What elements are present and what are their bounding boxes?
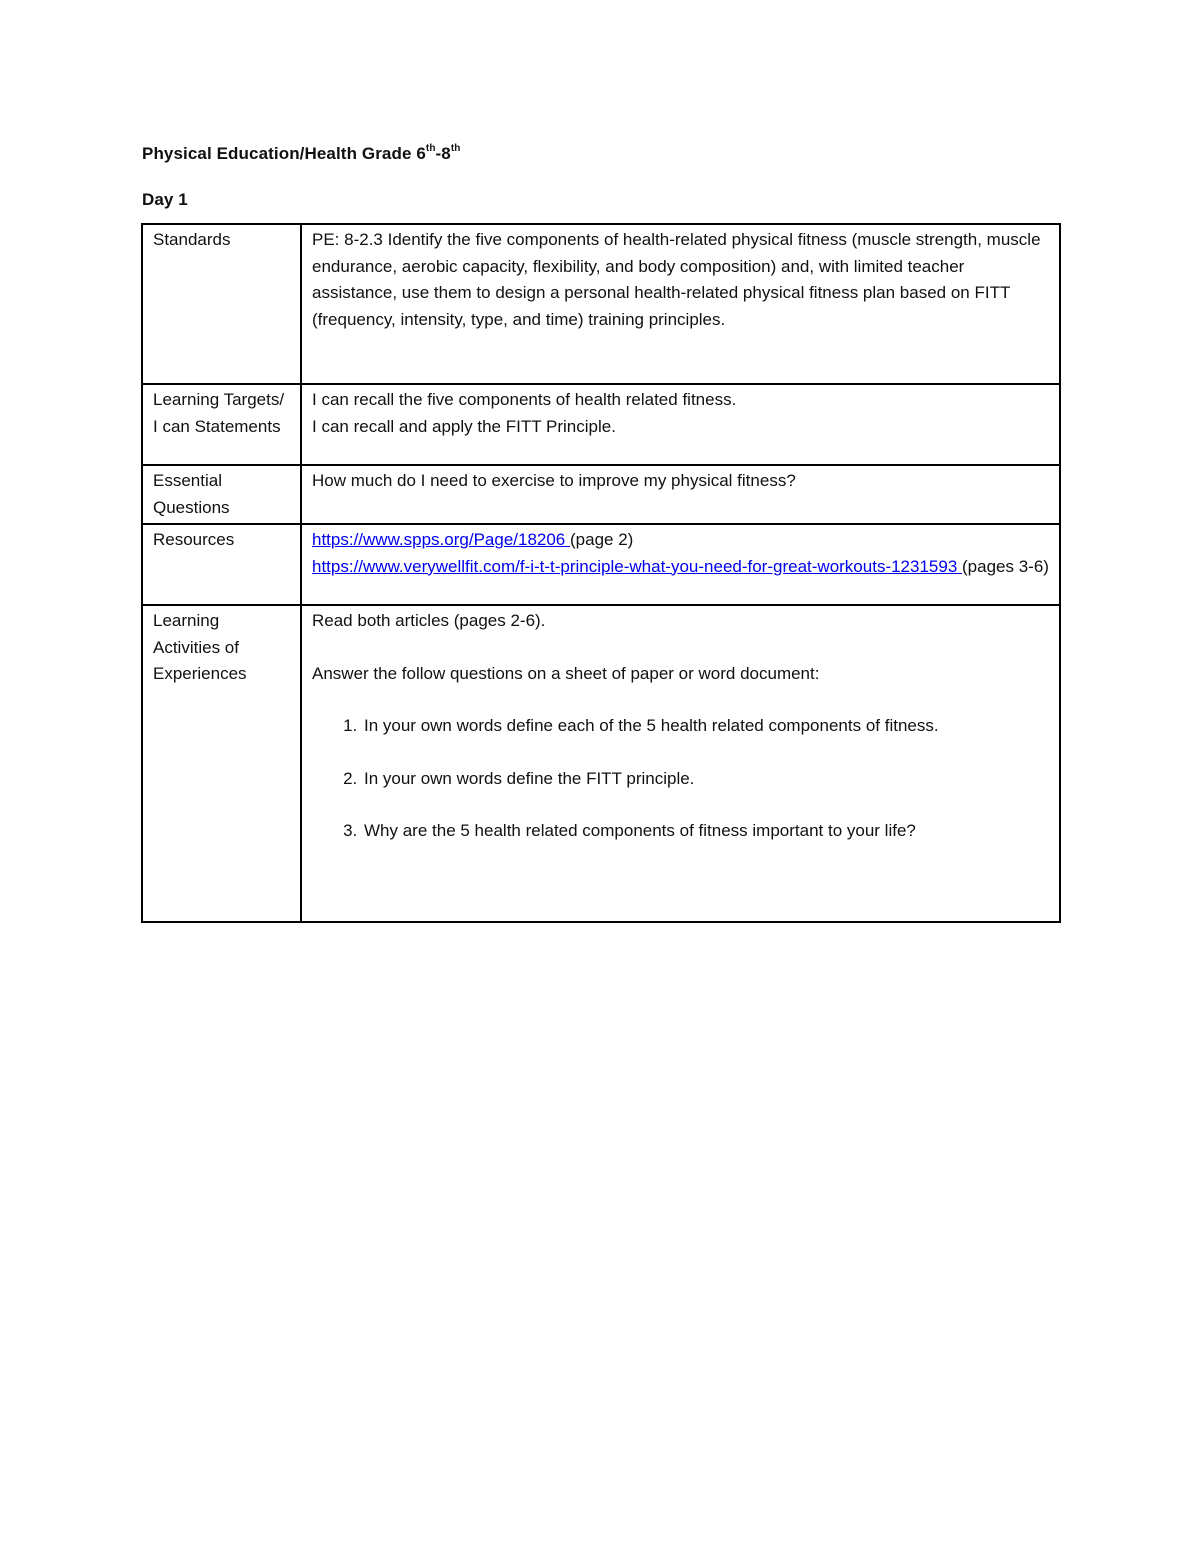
table-row-standards — [142, 224, 1060, 384]
standards-label: Standards — [142, 224, 301, 384]
standards-text: PE: 8-2.3 Identify the five components of health-related physical fitness (muscle strength, muscle endurance, aerobic capacity, flexibility, and body composition) and, with limited teacher assistance, use them to design a personal health-related physical fitness plan based on FITT (frequency, intensity, type, and time) training principles. — [301, 224, 1060, 384]
resource-entry — [312, 527, 1049, 554]
learning-target-item: I can recall the five components of health related fitness. — [312, 390, 737, 409]
lesson-plan-table — [141, 223, 1061, 923]
resources-label: Resources — [142, 524, 301, 605]
learning-targets-label: Learning Targets/ I can Statements — [142, 384, 301, 465]
title-range-end: -8 — [435, 144, 451, 163]
essential-questions-label: Essential Questions — [142, 465, 301, 524]
title-superscript-start: th — [425, 143, 436, 155]
table-row-learning-activities — [142, 605, 1060, 922]
activities-intro: Read both articles (pages 2-6). — [312, 611, 546, 630]
learning-activities-label: Learning Activities of Experiences — [142, 605, 301, 922]
learning-target-item: I can recall and apply the FITT Principle. — [312, 416, 616, 436]
activity-question-list — [312, 713, 1049, 845]
learning-activities-content — [301, 605, 1060, 922]
list-item: 3. Why are the 5 health related components of fitness important to your life? — [362, 818, 1049, 845]
resource-link-spps[interactable]: https://www.spps.org/Page/18206 — [312, 530, 570, 549]
table-row-learning-targets — [142, 384, 1060, 465]
table-row-resources — [142, 524, 1060, 605]
resources-content — [301, 524, 1060, 605]
resource-entry — [312, 554, 1049, 581]
table-row-essential-questions — [142, 465, 1060, 524]
document-title — [142, 144, 461, 164]
day-heading: Day 1 — [142, 190, 188, 209]
learning-targets-content — [301, 384, 1060, 465]
title-superscript-end: th — [450, 143, 461, 155]
resource-note: (pages 3-6) — [962, 556, 1049, 576]
activities-instruction: Answer the follow questions on a sheet of paper or word document: — [312, 663, 820, 683]
list-item: 1. In your own words define each of the 5 health related components of fitness. — [362, 713, 1049, 740]
resource-link-verywellfit[interactable]: https://www.verywellfit.com/f-i-t-t-principle-what-you-need-for-great-workouts-1231593 — [312, 556, 963, 576]
spacer — [312, 635, 1049, 661]
resource-note: (page 2) — [570, 530, 634, 549]
list-item: 2. In your own words define the FITT principle. — [362, 766, 1049, 793]
title-main: Physical Education/Health Grade 6 — [142, 144, 426, 163]
essential-question-text: How much do I need to exercise to improve my physical fitness? — [301, 465, 1060, 524]
